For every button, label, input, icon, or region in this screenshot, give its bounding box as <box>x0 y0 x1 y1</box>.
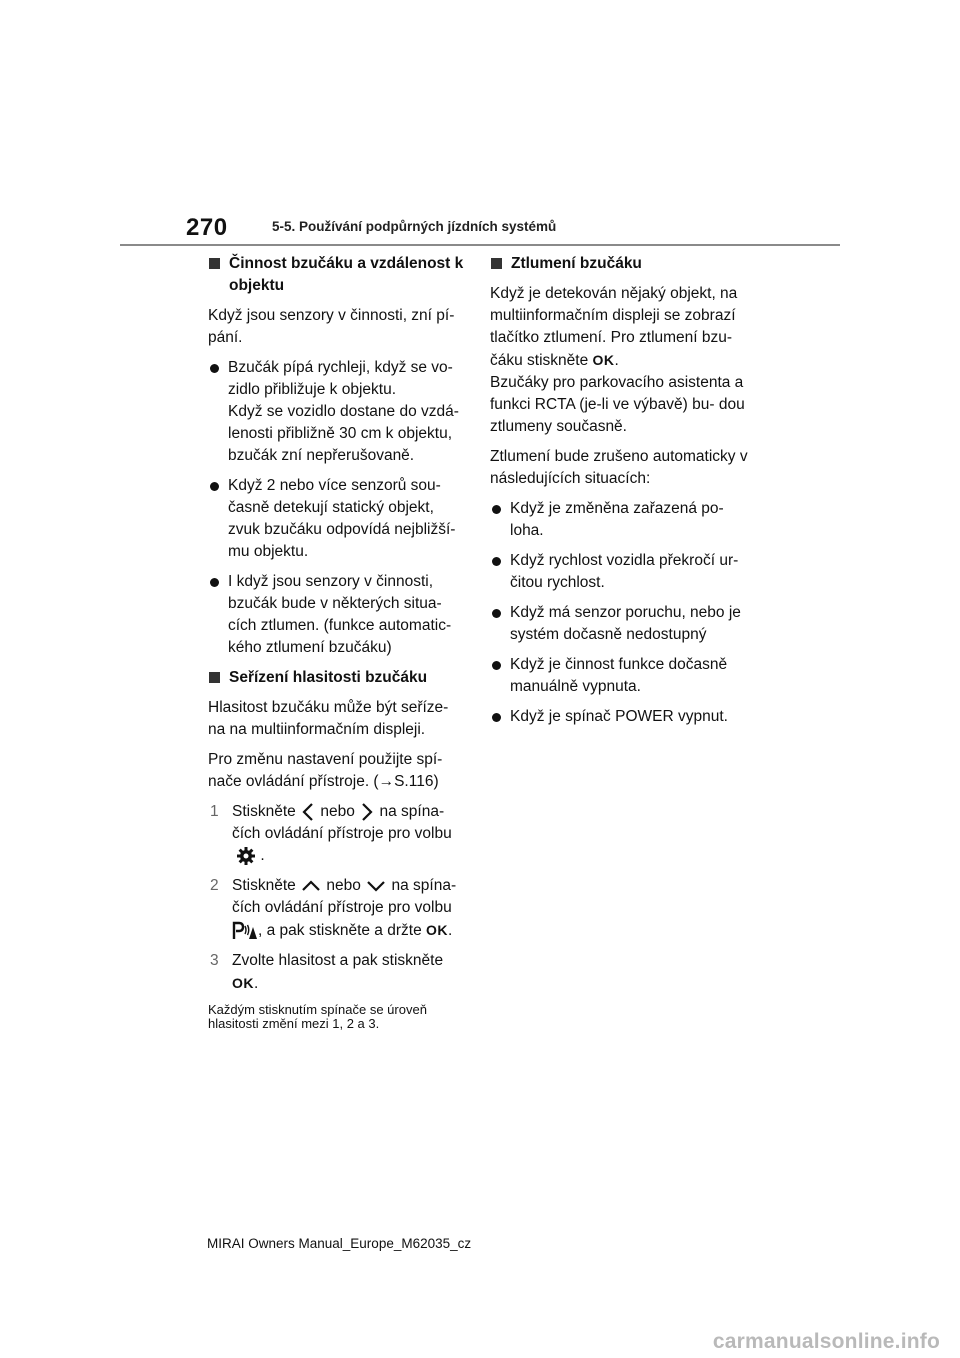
bullet-item: Když je činnost funkce dočasně manuálně vypnuta. <box>490 654 748 698</box>
bullet-dot-icon <box>492 609 501 618</box>
bullet-dot-icon <box>492 713 501 722</box>
heading-buzzer-mute: Ztlumení bzučáku <box>490 253 748 275</box>
paragraph: Když jsou senzory v činnosti, zní pí- pání. <box>208 307 455 346</box>
chevron-down-icon <box>365 879 387 893</box>
header-divider <box>120 244 840 246</box>
page-number: 270 <box>186 214 228 241</box>
paragraph: Když je detekován nějaký objekt, na multiinformačním displeji se zobrazí tlačítko ztlumení. Pro ztlumení bzu- čáku stiskněte OK. Bzučáky pro parkovacího asistenta a funkci RCTA (je-li ve výbavě) bu- dou ztlumeny současně. <box>490 285 745 435</box>
step-2: 2 Stiskněte nebo na spína- čích ovládání přístroje pro volbu , a pak stiskněte a držte OK. <box>210 877 457 939</box>
square-bullet-icon <box>209 258 220 269</box>
square-bullet-icon <box>209 672 220 683</box>
chevron-right-icon <box>359 802 375 822</box>
bullet-item: Když 2 nebo více senzorů sou- časně detekují statický objekt, zvuk bzučáku odpovídá nejbližší- mu objektu. <box>208 475 466 563</box>
ok-button-icon: OK <box>232 975 254 991</box>
left-column <box>208 253 466 1031</box>
chevron-up-icon <box>300 879 322 893</box>
square-bullet-icon <box>491 258 502 269</box>
bullet-item: Když je změněna zařazená po- loha. <box>490 498 748 542</box>
paragraph: Ztlumení bude zrušeno automaticky v následujících situacích: <box>490 448 748 487</box>
bullet-dot-icon <box>210 578 219 587</box>
bullet-dot-icon <box>492 661 501 670</box>
heading-buzzer-distance: Činnost bzučáku a vzdálenost k objektu <box>208 253 466 297</box>
note-text: Každým stisknutím spínače se úroveň hlasitosti změní mezi 1, 2 a 3. <box>208 1002 427 1031</box>
watermark: carmanualsonline.info <box>712 1330 940 1353</box>
step-3: 3 Zvolte hlasitost a pak stiskněte OK. <box>210 952 444 992</box>
heading-buzzer-volume: Seřízení hlasitosti bzučáku <box>208 667 466 689</box>
bullet-dot-icon <box>492 505 501 514</box>
bullet-item: Bzučák pípá rychleji, když se vo- zidlo přibližuje k objektu. Když se vozidlo dostane do vzdá- lenosti přibližně 30 cm k objektu, bzučák zní nepřerušovaně. <box>208 357 466 467</box>
right-column <box>490 253 748 736</box>
ok-button-icon: OK <box>426 922 449 938</box>
bullet-item: Když rychlost vozidla překročí ur- čitou rychlost. <box>490 550 748 594</box>
bullet-dot-icon <box>210 482 219 491</box>
parking-sensor-icon <box>232 921 258 941</box>
paragraph: Pro změnu nastavení použijte spí- nače ovládání přístroje. (→S.116) <box>208 751 443 790</box>
footer-text: MIRAI Owners Manual_Europe_M62035_cz <box>207 1236 472 1251</box>
gear-icon <box>236 846 256 866</box>
bullet-item: Když má senzor poruchu, nebo je systém dočasně nedostupný <box>490 602 748 646</box>
arrow-right-icon: → <box>378 773 395 790</box>
bullet-item: I když jsou senzory v činnosti, bzučák bude v některých situa- cích ztlumen. (funkce automatic- kého ztlumení bzučáku) <box>208 571 466 659</box>
ok-button-icon: OK <box>592 352 615 368</box>
chevron-left-icon <box>300 802 316 822</box>
bullet-dot-icon <box>492 557 501 566</box>
bullet-dot-icon <box>210 364 219 373</box>
step-1: 1 Stiskněte nebo na spína- čích ovládání přístroje pro volbu . <box>210 803 452 864</box>
section-title: 5-5. Používání podpůrných jízdních systémů <box>272 219 557 234</box>
bullet-item: Když je spínač POWER vypnut. <box>490 706 748 728</box>
paragraph: Hlasitost bzučáku může být seříze- na na multiinformačním displeji. <box>208 699 449 738</box>
